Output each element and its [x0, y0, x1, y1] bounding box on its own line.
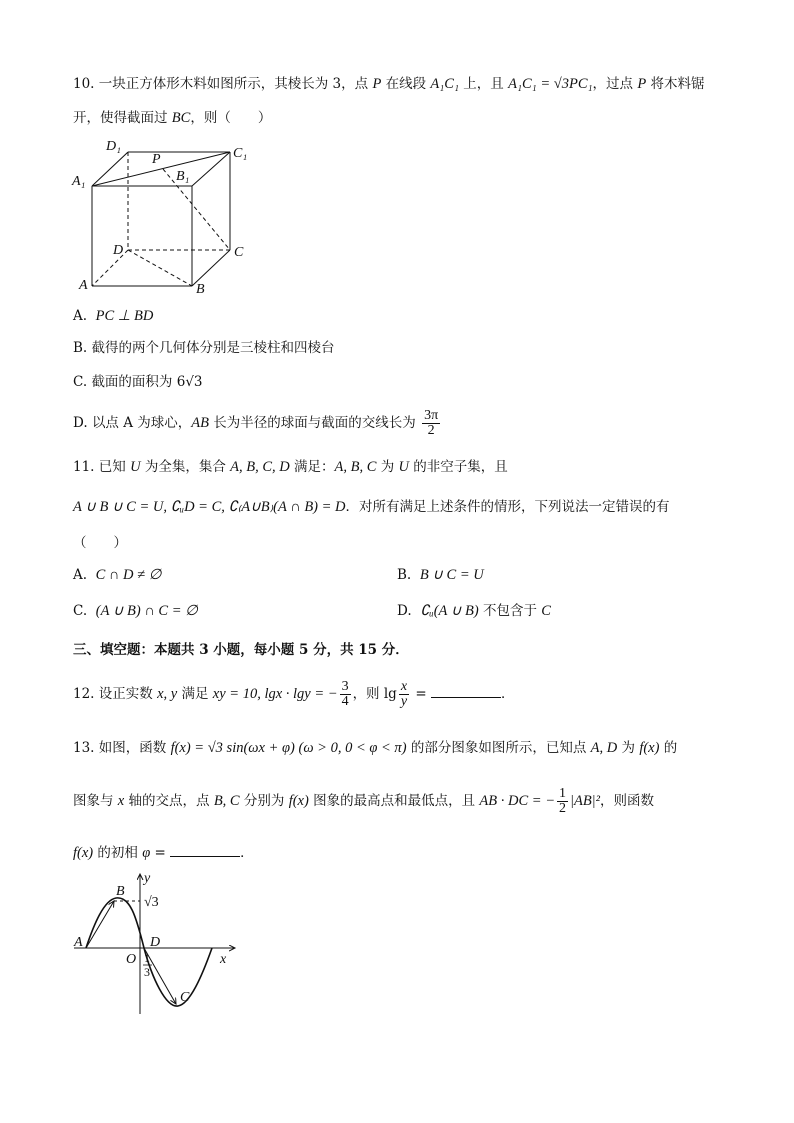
option-label: D. [397, 603, 412, 619]
option-math: C [541, 603, 551, 619]
answer-blank[interactable] [431, 683, 501, 698]
answer-blank[interactable] [170, 842, 240, 857]
q10-text: 10. 一块正方体形木料如图所示，其棱长为 3，点 [73, 76, 373, 92]
q11-text: 11. 已知 [73, 459, 131, 475]
label-O: O [126, 952, 137, 967]
q12-line [73, 676, 514, 712]
q13-text: 为 [617, 740, 640, 756]
q11-text: ．对所有满足上述条件的情形，下列说法一定错误的有 [345, 499, 670, 515]
q10-text: 将木料锯 [646, 76, 705, 92]
q11-math: A ∪ B ∪ C = U, ∁ᵤD = C, ∁₍A∪B₎(A ∩ B) = D [73, 499, 346, 515]
q12-math: x, y [157, 686, 178, 702]
option-label: A. [73, 567, 88, 583]
q11-text: 的非空子集，且 [409, 459, 508, 475]
option-text: 截面的面积为 6√3 [91, 374, 203, 390]
label-y: y [144, 871, 151, 886]
q10-option-a[interactable] [73, 306, 153, 326]
option-text: B ∪ C = U [419, 567, 484, 583]
option-label: D. [73, 415, 88, 431]
q13-text: 图象与 [73, 793, 118, 809]
option-label: B. [397, 567, 412, 583]
label-x: x [220, 952, 227, 967]
q11-option-c[interactable] [73, 601, 198, 621]
label-sqrt3: √3 [144, 895, 159, 910]
q10-text: 上，且 [459, 76, 509, 92]
q13-math: φ [142, 845, 151, 861]
q10-point-p: P [372, 76, 382, 92]
fraction [340, 680, 351, 709]
q11-option-b[interactable] [397, 565, 484, 585]
frac-den: 2 [558, 801, 566, 816]
q10-text: 开，使得截面过 [73, 110, 172, 126]
label-a1: A₁ [72, 174, 86, 189]
q10-option-c[interactable] [73, 372, 203, 392]
frac-num: 1 [558, 786, 566, 801]
q11-math: A, B, C, D [230, 459, 290, 475]
q10-option-b[interactable] [73, 338, 335, 358]
q13-math: AB · DC = − [479, 793, 555, 809]
section-heading: 三、填空题：本题共 3 小题，每小题 5 分，共 15 分． [73, 642, 409, 658]
q11-text: 满足： [289, 459, 335, 475]
q11-option-a[interactable] [73, 565, 161, 585]
frac-den: 4 [341, 694, 349, 709]
q13-line2 [73, 784, 654, 818]
q12-text: = [411, 686, 431, 702]
option-label: B. [73, 340, 88, 356]
label-three: 3 [144, 965, 150, 979]
label-B: B [116, 884, 125, 899]
q13-line3 [73, 842, 254, 863]
q13-text: 轴的交点，点 [124, 793, 214, 809]
frac-den: y [400, 694, 408, 709]
fraction [422, 409, 440, 438]
option-math: ∁ᵤ(A ∪ B) [420, 603, 479, 619]
frac-num: 3π [424, 408, 439, 423]
option-text: 长为半径的球面与截面的交线长为 [209, 415, 421, 431]
q10-option-d[interactable] [73, 406, 442, 440]
fraction [557, 787, 568, 816]
q10-segment-bc: BC [171, 110, 191, 126]
q13-text: 13. 如图，函数 [73, 740, 171, 756]
frac-num: 3 [341, 679, 349, 694]
q12-text: ，则 lg [352, 686, 397, 702]
q13-math: f(x) [288, 793, 309, 809]
q11-line3 [73, 533, 127, 553]
label-d1: D₁ [106, 139, 121, 154]
q13-text: ，则函数 [600, 793, 655, 809]
q10-text: 在线段 [381, 76, 431, 92]
option-label: A. [73, 308, 88, 324]
cube-figure [70, 136, 260, 298]
label-p: P [152, 152, 161, 167]
label-A: A [74, 935, 83, 950]
q13-text: 图象的最高点和最低点，且 [308, 793, 480, 809]
q10-text: ，则（ ） [190, 110, 272, 126]
q13-text: 的初相 [93, 845, 143, 861]
q13-math: B, C [213, 793, 240, 809]
q13-math: x [117, 793, 125, 809]
option-text: (A ∪ B) ∩ C = ∅ [95, 603, 198, 619]
q12-text: ． [500, 686, 515, 702]
q10-line2 [73, 108, 271, 128]
q11-line2 [73, 497, 670, 517]
q11-math: A, B, C [334, 459, 377, 475]
q10-segment: A₁C₁ [430, 76, 460, 92]
label-b1: B₁ [176, 169, 190, 184]
option-text: 不包含于 [478, 603, 542, 619]
label-D: D [150, 935, 161, 950]
q13-math: f(x) = √3 sin(ωx + φ) (ω > 0, 0 < φ < π) [170, 740, 407, 756]
label-one: 1 [144, 951, 150, 965]
q13-text: = [150, 845, 171, 861]
q11-text: 为 [376, 459, 399, 475]
q11-math: U [130, 459, 141, 475]
q13-text: 的 [659, 740, 678, 756]
q10-point-p: P [637, 76, 647, 92]
q13-math: f(x) [639, 740, 660, 756]
q13-line1 [73, 738, 677, 758]
q10-text: ，过点 [592, 76, 638, 92]
frac-num: x [400, 679, 408, 694]
vector-ab [86, 901, 114, 948]
label-C: C [180, 990, 190, 1005]
option-text: 以点 A 为球心， [91, 415, 192, 431]
q13-text: 分别为 [239, 793, 289, 809]
q11-text: 为全集，集合 [140, 459, 231, 475]
q13-math: |AB|² [569, 793, 601, 809]
option-text: C ∩ D ≠ ∅ [95, 567, 162, 583]
q13-text: 的部分图象如图所示，已知点 [406, 740, 591, 756]
label-d: D [113, 243, 124, 258]
option-text: 截得的两个几何体分别是三棱柱和四棱台 [91, 340, 335, 356]
q12-text: 12. 设正实数 [73, 686, 158, 702]
sine-graph [70, 866, 240, 1018]
q10-line1 [73, 74, 705, 94]
option-text: PC ⊥ BD [95, 308, 154, 324]
option-math: AB [191, 415, 209, 431]
q13-math: A, D [590, 740, 618, 756]
q11-answer-bracket: （ ） [73, 535, 127, 551]
label-a: A [79, 278, 88, 293]
q13-math: f(x) [73, 845, 94, 861]
label-c: C [234, 245, 244, 260]
q10-equation: A₁C₁ = √3PC₁ [508, 76, 593, 92]
q12-text: 满足 [177, 686, 213, 702]
q11-line1 [73, 457, 508, 477]
frac-den: 2 [427, 423, 435, 438]
option-label: C. [73, 374, 88, 390]
q13-text: ． [240, 845, 254, 861]
fraction [399, 680, 409, 709]
option-label: C. [73, 603, 88, 619]
q12-math: xy = 10, lgx · lgy = − [212, 686, 338, 702]
label-c1: C₁ [233, 146, 248, 161]
q11-math: U [398, 459, 410, 475]
label-b: B [196, 282, 205, 297]
q11-option-d[interactable] [397, 601, 551, 621]
